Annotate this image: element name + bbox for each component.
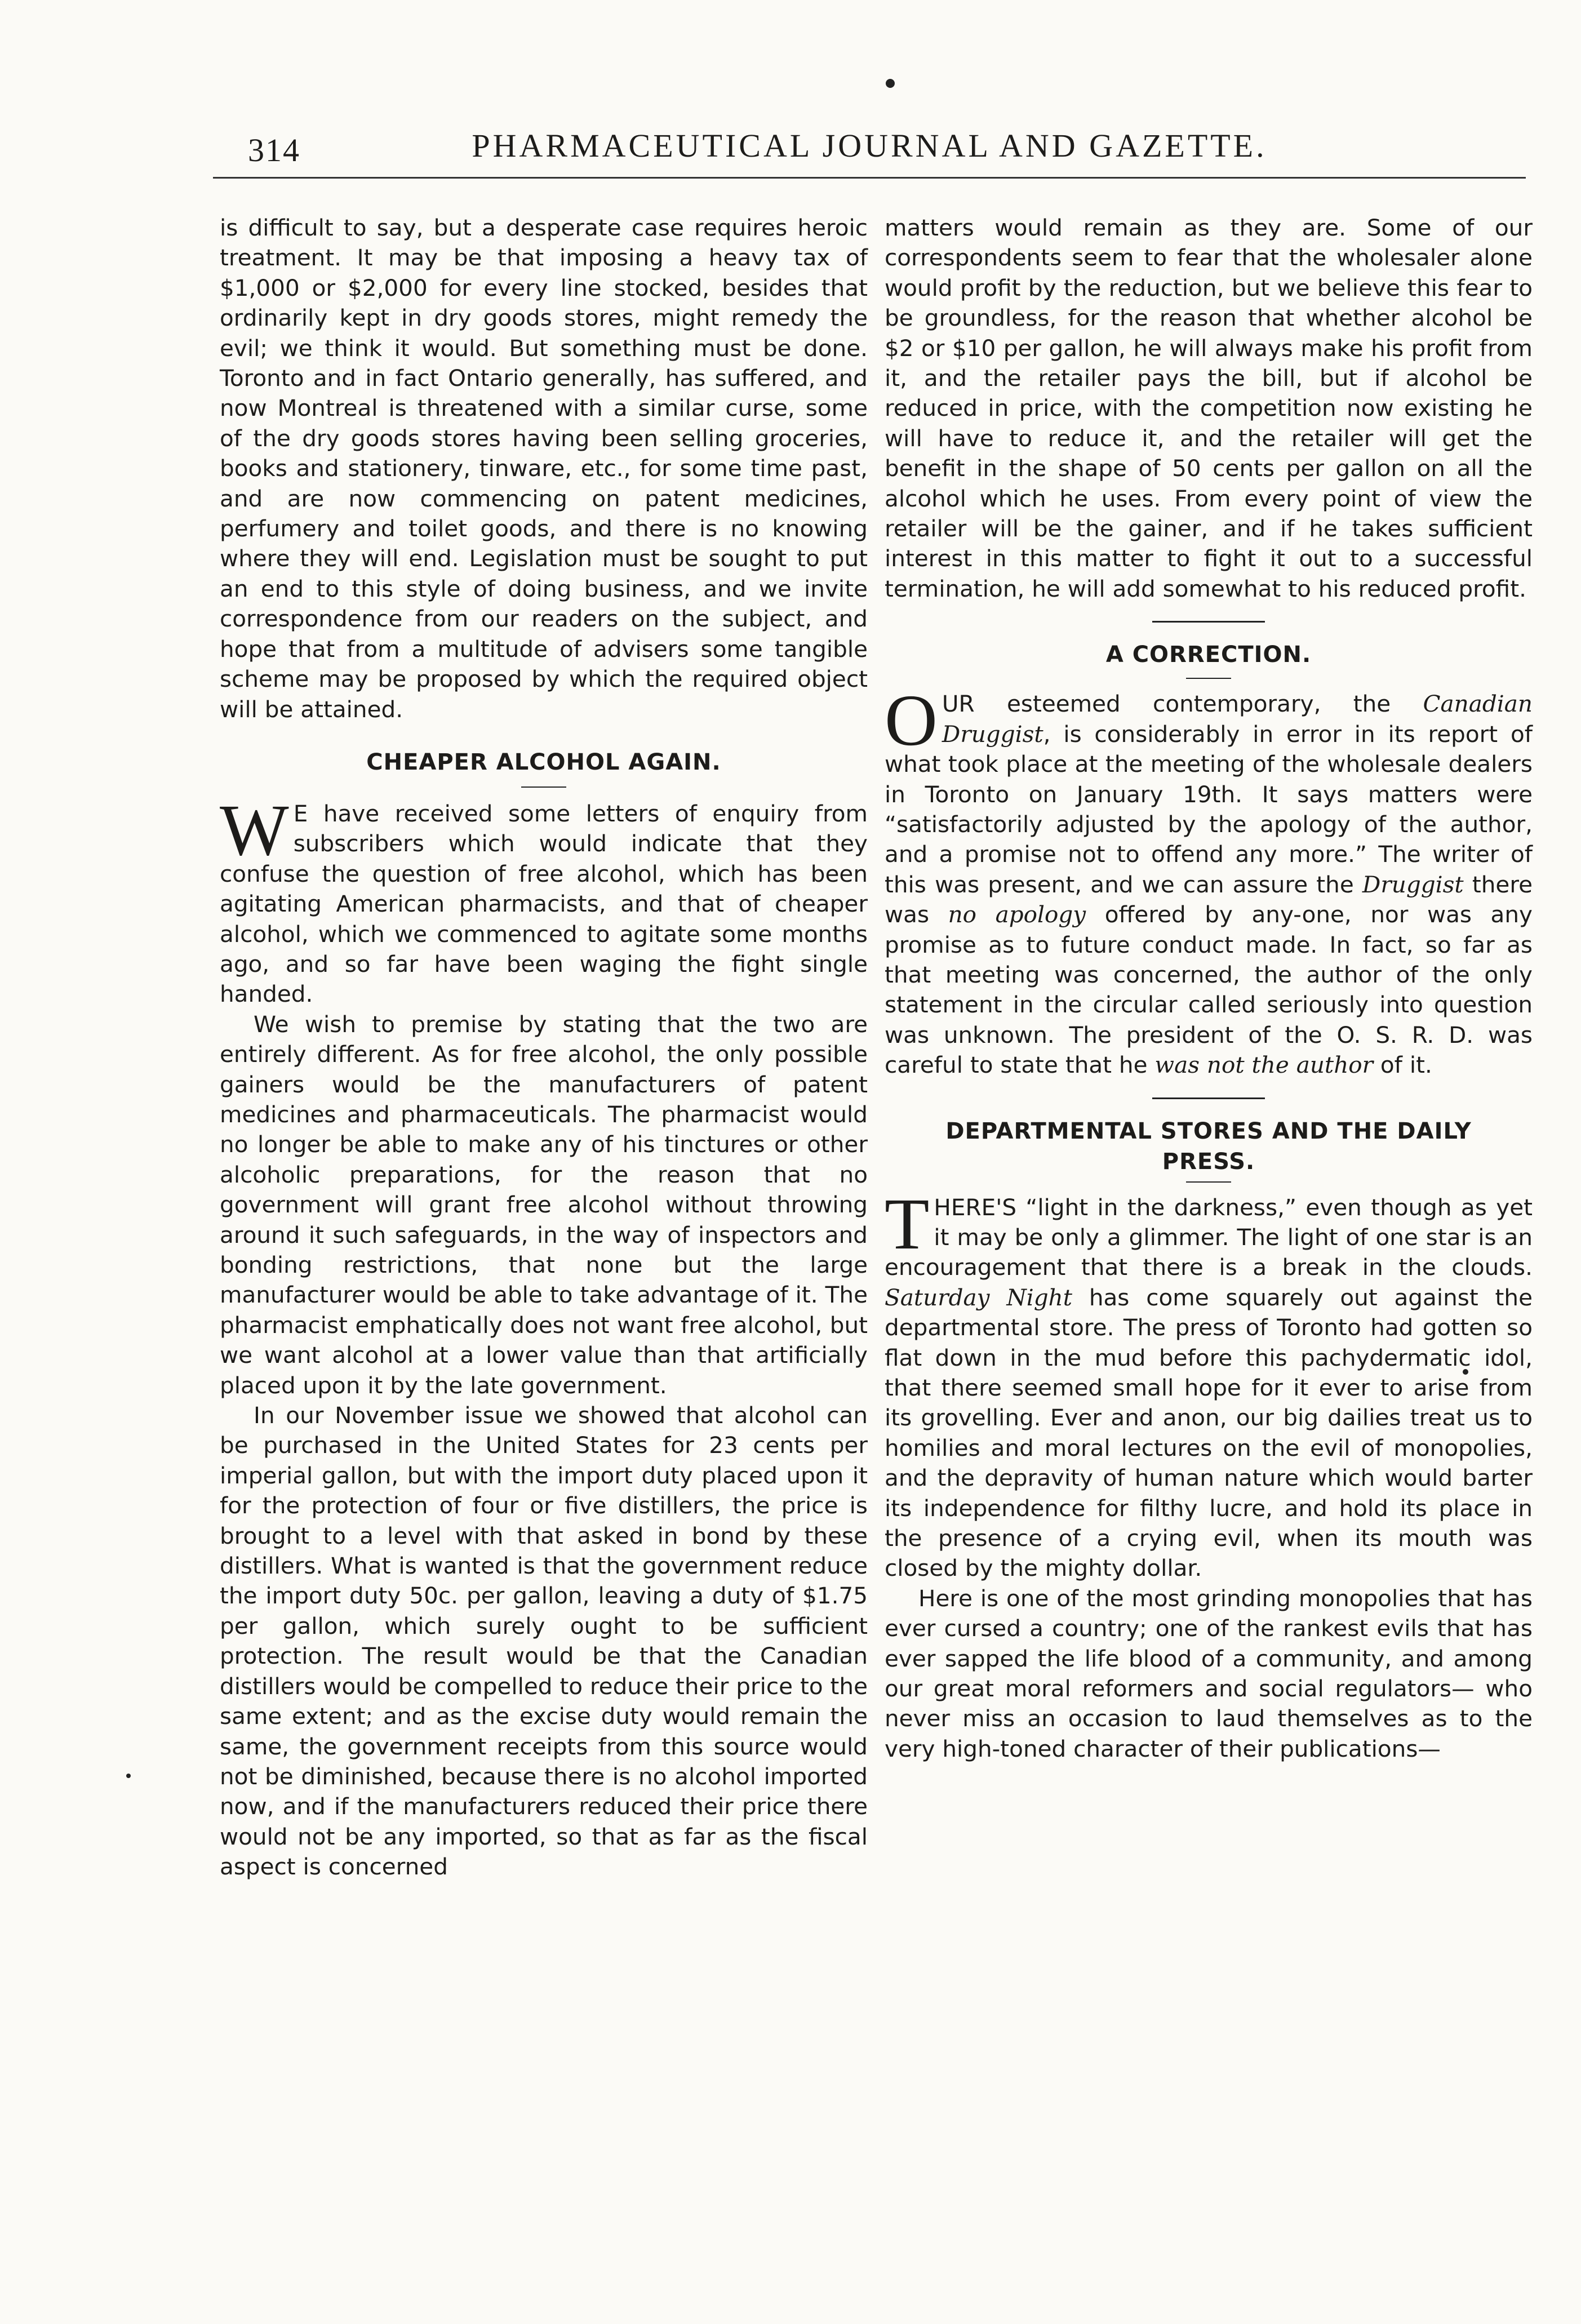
page-header bbox=[213, 127, 1526, 172]
drop-cap-w: W bbox=[220, 789, 289, 871]
speck-left bbox=[126, 1774, 131, 1778]
cheaper-alcohol-paragraph-3: In our November issue we showed that alcohol can be purchased in the United States for 23 cents per imperial gallon, but with the import duty placed upon it for the protection of four or five distillers, the price is brought to a level with that asked in bond by these distillers. What is wanted is that the government reduce the import duty 50c. per gallon, leaving a duty of $1.75 per gallon, which surely ought to be sufficient protection. The result would be that the Canadian distillers would be compelled to reduce their price to the same extent; and as the excise duty would remain the same, the government receipts from this source would not be diminished, because there is no alcohol imported now, and if the manufacturers reduced their price there would not be any imported, so that as far as the fiscal aspect is concerned bbox=[220, 1402, 868, 1881]
departmental-paragraph-1: THERE'S “light in the darkness,” even though as yet it may be only a glimmer. The light of one star is an encouragement that there is a break in the clouds. Saturday Night has come squarely out against the departmental store. The press of Toronto had gotten so flat down in the mud before this pachydermatic idol, that there seemed small hope for it ever to arise from its grovelling. Ever and anon, our big dailies treat us to homilies and moral lectures on the evil of monopolies, and the depravity of human nature which would barter its independence for filthy lucre, and hold its place in the presence of a crying evil, when its mouth was closed by the mighty dollar. bbox=[885, 1183, 1533, 1582]
departmental-paragraph-2: Here is one of the most grinding monopolies that has ever cursed a country; one of the rankest evils that has ever sapped the life blood of a community, and among our great moral reformers and social regulators— who never miss an occasion to laud themselves as to the very high-toned character of their publications— bbox=[885, 1584, 1533, 1762]
right-column bbox=[885, 213, 1533, 1764]
page-number: 314 bbox=[248, 132, 300, 168]
departmental-heading-line-1: DEPARTMENTAL STORES AND THE DAILY bbox=[945, 1118, 1472, 1144]
left-intro-paragraph: is difficult to say, but a desperate case requires heroic treatment. It may be that imposing a heavy tax of $1,000 or $2,000 for every line stocked, besides that ordinarily kept in dry goods stores, might remedy the evil; we think it would. But something must be done. Toronto and in fact Ontario generally, has suffered, and now Montreal is threatened with a similar curse, some of the dry goods stores having been selling groceries, books and stationery, tinware, etc., for some time past, and are now commencing on patent medicines, perfumery and toilet goods, and there is no knowing where they will end. Legislation must be sought to put an end to this style of doing business, and we invite correspondence from our readers on the subject, and hope that from a multitude of advisers some tangible scheme may be proposed by which the required object will be attained. bbox=[220, 214, 868, 723]
header-rule bbox=[213, 177, 1526, 179]
left-column bbox=[220, 213, 868, 1882]
correction-paragraph: OUR esteemed contemporary, the Canadian Druggist, is considerably in error in its report of what took place at the meeting of the wholesale dealers in Toronto on January 19th. It says matters were “satisfactorily adjusted by the apology of the author, and a promise not to offend any more.” The writer of this was present, and we can assure the Druggist there was no apology offered by any-one, nor was any promise as to future conduct made. In fact, so far as that meeting was concerned, the author of the only statement in the circular called seriously into question was unknown. The president of the O. S. R. D. was careful to state that he was not the author of it. bbox=[885, 680, 1533, 1079]
speck-top bbox=[886, 79, 895, 88]
cheaper-alcohol-paragraph-1: W E have received some letters of enquiry from subscribers which would indicate that they confuse the question of free alcohol, which has been agitating American pharmacists, and that of cheaper alcohol, which we commenced to agitate some months ago, and so far have been waging the fight single handed. bbox=[220, 789, 868, 1008]
right-continued-paragraph: matters would remain as they are. Some of our correspondents seem to fear that the wholesaler alone would profit by the reduction, but we believe this fear to be groundless, for the reason that whether alcohol be $2 or $10 per gallon, he will always make his profit from it, and the retailer pays the bill, but if alcohol be reduced in price, with the competition now existing he will have to reduce it, and the retailer will get the benefit in the shape of 50 cents per gallon on all the alcohol which he uses. From every point of view the retailer will be the gainer, and if he takes sufficient interest in this matter to fight it out to a successful termination, he will add somewhat to his reduced profit. bbox=[885, 214, 1533, 602]
departmental-heading-line-2: PRESS. bbox=[1162, 1148, 1255, 1175]
cheaper-alcohol-paragraph-2: We wish to premise by stating that the two are entirely different. As for free alcohol, the only possible gainers would be the manufacturers of patent medicines and pharmaceuticals. The pharmacist would no longer be able to make any of his tinctures or other alcoholic preparations, for the reason that no government will grant free alcohol without throwing around it such safeguards, in the way of inspectors and bonding restrictions, that none but the large manufacturer would be able to take advantage of it. The pharmacist emphatically does not want free alcohol, but we want alcohol at a lower value than that artificially placed upon it by the late government. bbox=[220, 1010, 868, 1399]
correction-heading: A CORRECTION. bbox=[1105, 642, 1312, 668]
drop-cap-o: O bbox=[885, 680, 938, 762]
cheaper-alcohol-heading: CHEAPER ALCOHOL AGAIN. bbox=[366, 749, 721, 775]
journal-title: PHARMACEUTICAL JOURNAL AND GAZETTE. bbox=[472, 127, 1267, 164]
drop-cap-t: T bbox=[885, 1183, 930, 1265]
